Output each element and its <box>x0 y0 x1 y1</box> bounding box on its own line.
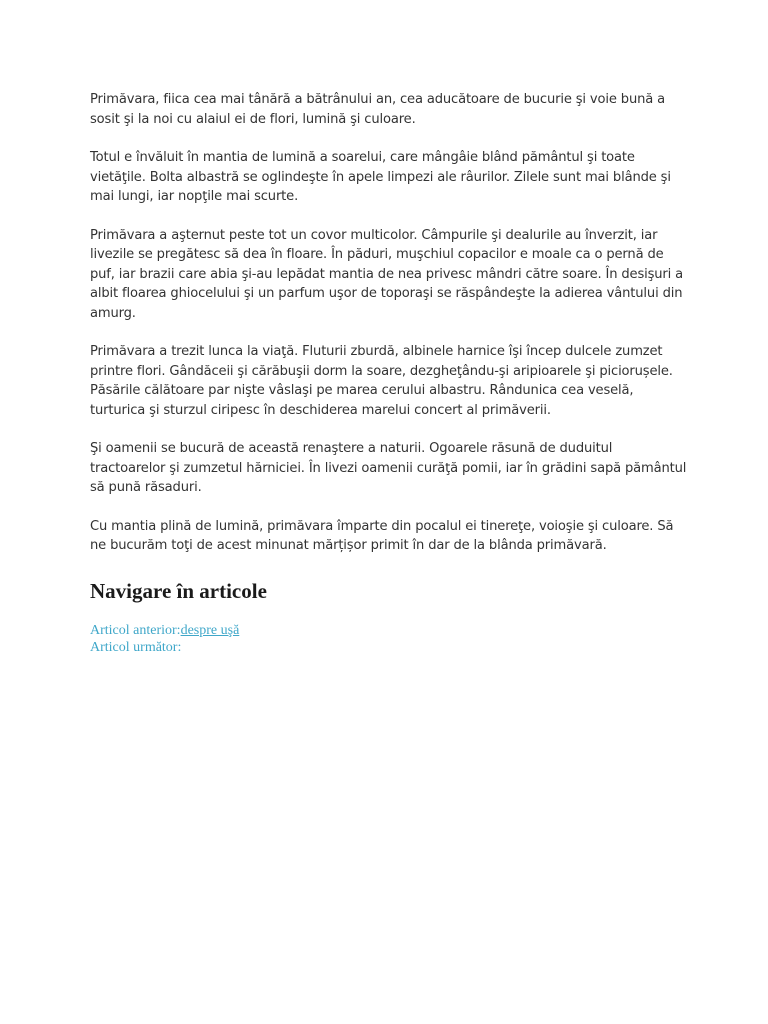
previous-article-row <box>90 622 690 639</box>
next-article-label: Articol următor: <box>90 639 182 655</box>
article-paragraph-5: Şi oamenii se bucură de această renaştere a naturii. Ogoarele răsună de duduitul tractoarelor şi zumzetul hărniciei. În livezi oamenii curăţă pomii, iar în grădini sapă pământul să pună răsaduri. <box>90 441 687 495</box>
article-paragraph-3: Primăvara a aşternut peste tot un covor multicolor. Câmpurile şi dealurile au înverzit, iar livezile se pregătesc să dea în floare. În păduri, muşchiul copacilor e moale ca o pernă de puf, iar brazii care abia şi-au lepădat mantia de nea privesc mândri către soare. În desişuri a albit floarea ghiocelului şi un parfum uşor de toporaşi se răspândeşte la adierea vântului din amurg. <box>90 227 684 321</box>
next-article-row <box>90 639 690 656</box>
previous-article-link[interactable]: despre uşă <box>180 622 240 638</box>
article-paragraph-2: Totul e învăluit în mantia de lumină a soarelui, care mângâie blând pământul şi toate vietăţile. Bolta albastră se oglindeşte în apele limpezi ale râurilor. Zilele sunt mai blânde şi mai lungi, iar nopţile mai scurte. <box>90 150 671 204</box>
article-paragraph-1: Primăvara, fiica cea mai tânără a bătrânului an, cea aducătoare de bucurie şi voie bună a sosit şi la noi cu alaiul ei de flori, lumină şi culoare. <box>90 92 666 127</box>
previous-article-label: Articol anterior: <box>90 622 181 638</box>
navigation-title: Navigare în articole <box>90 578 267 603</box>
article-page <box>90 90 690 656</box>
article-paragraph-6: Cu mantia plină de lumină, primăvara împarte din pocalul ei tinereţe, voioşie şi culoare. Să ne bucurăm toţi de acest minunat mărțișor primit în dar de la blânda primăvară. <box>90 518 674 553</box>
article-paragraph-4: Primăvara a trezit lunca la viaţă. Fluturii zburdă, albinele harnice îşi încep dulcele zumzet printre flori. Gândăceii şi cărăbuşii dorm la soare, dezgheţându-şi aripioarele şi piciorușele. Păsările călătoare par nişte vâslaşi pe marea cerului albastru. Rândunica cea veselă, turturica şi sturzul ciripesc în deschiderea marelui concert al primăverii. <box>90 344 673 418</box>
